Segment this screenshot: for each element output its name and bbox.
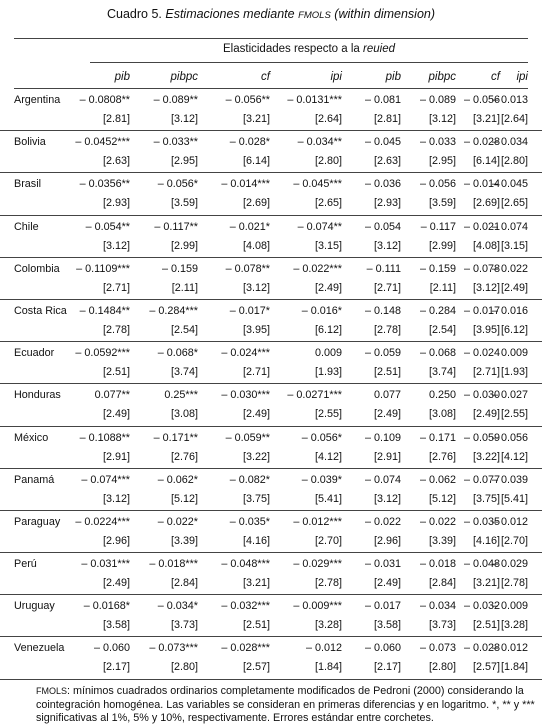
table-row (0, 216, 542, 258)
coefficient-cell: – 0.060 (93, 642, 130, 655)
coefficient-cell: – 0.034 (491, 136, 528, 149)
coefficient-cell: – 0.028*** (221, 642, 270, 655)
std-error-cell: [6.12] (500, 323, 528, 336)
std-error-cell: [2.49] (373, 408, 401, 421)
coefficient-cell: – 0.017 (364, 600, 401, 613)
coefficient-cell: – 0.056** (225, 94, 270, 106)
coefficient-cell: – 0.034 (419, 600, 456, 613)
coefficient-cell: – 0.077 (463, 473, 500, 486)
coefficient-cell: – 0.159 (419, 262, 456, 275)
coefficient-cell: – 0.033 (419, 136, 456, 149)
coefficient-cell: – 0.111 (366, 262, 401, 275)
std-error-cell: [3.28] (500, 619, 528, 632)
coefficient-cell: – 0.028* (229, 136, 270, 149)
coefficient-cell: – 0.0592*** (75, 347, 130, 360)
std-error-cell: [2.80] (314, 155, 342, 168)
std-error-cell: [2.80] (428, 661, 456, 674)
coefficient-cell: – 0.0168* (83, 600, 130, 613)
std-error-cell: [3.12] (373, 492, 401, 505)
std-error-cell: [3.74] (170, 366, 198, 379)
coefficient-cell: – 0.030 (463, 389, 500, 402)
std-error-cell: [2.71] (102, 281, 130, 294)
coefficient-cell: – 0.074 (491, 220, 528, 233)
table-row (0, 89, 542, 131)
std-error-cell: [2.93] (373, 197, 401, 210)
std-error-cell: [2.63] (373, 155, 401, 168)
table-row (0, 469, 542, 511)
std-error-cell: [2.95] (170, 155, 198, 168)
coefficient-cell: – 0.016 (491, 304, 528, 317)
top-rule (14, 38, 528, 39)
std-error-cell: [2.78] (500, 577, 528, 590)
std-error-cell: [2.49] (314, 281, 342, 294)
coefficient-cell: – 0.036 (364, 178, 401, 191)
country-name: Colombia (14, 262, 60, 275)
std-error-cell: [3.08] (428, 408, 456, 421)
std-error-cell: [2.70] (500, 534, 528, 547)
std-error-cell: [2.54] (170, 323, 198, 336)
coefficient-cell: – 0.073*** (149, 642, 198, 655)
coefficient-cell: – 0.022 (419, 515, 456, 528)
std-error-cell: [3.74] (428, 366, 456, 379)
coefficient-cell: – 0.012 (305, 642, 342, 655)
coefficient-cell: – 0.089 (419, 94, 456, 106)
coefficient-cell: – 0.034** (297, 136, 342, 149)
footnote-abbr: FMOLS (36, 686, 68, 696)
std-error-cell: [2.54] (428, 323, 456, 336)
coefficient-cell: – 0.022 (364, 515, 401, 528)
std-error-cell: [2.11] (171, 281, 198, 294)
country-name: Perú (14, 558, 37, 571)
std-error-cell: [2.49] (500, 281, 528, 294)
std-error-cell: [6.14] (472, 155, 500, 168)
column-header: cf (491, 71, 500, 83)
coefficient-cell: – 0.022 (491, 262, 528, 275)
coefficient-cell: – 0.0271*** (287, 389, 342, 402)
std-error-cell: [2.65] (314, 197, 342, 210)
std-error-cell: [3.39] (428, 534, 456, 547)
coefficient-cell: – 0.030*** (221, 389, 270, 402)
coefficient-cell: – 0.062 (419, 473, 456, 486)
footnote-text: : mínimos cuadrados ordinarios completamente modificados de Pedroni (2000) considerando la cointegración homogénea. Las variables se consideran en primeras diferencias y en logaritmo. *, ** y *** significativas al 1%, 5% y 10%, respectivamente. Errores estándar entre corchetes. (36, 685, 535, 724)
coefficient-cell: – 0.148 (364, 304, 401, 317)
std-error-cell: [3.12] (472, 281, 500, 294)
coefficient-cell: – 0.009*** (293, 600, 342, 613)
coefficient-cell: – 0.014*** (221, 178, 270, 191)
column-header: ipi (330, 71, 342, 83)
spanning-header-italic: reuied (363, 43, 395, 55)
std-error-cell: [2.17] (373, 661, 401, 674)
coefficient-cell: 0.25*** (164, 389, 198, 402)
coefficient-cell: – 0.056* (301, 431, 342, 444)
std-error-cell: [2.49] (102, 408, 130, 421)
std-error-cell: [2.57] (242, 661, 270, 674)
std-error-cell: [3.73] (170, 619, 198, 632)
coefficient-cell: – 0.012*** (293, 515, 342, 528)
std-error-cell: [2.11] (429, 281, 456, 294)
coefficient-cell: 0.009 (314, 347, 342, 360)
std-error-cell: [2.63] (102, 155, 130, 168)
std-error-cell: [3.15] (314, 239, 342, 252)
coefficient-cell: – 0.048*** (221, 558, 270, 571)
table-row (0, 595, 542, 637)
std-error-cell: [5.41] (500, 492, 528, 505)
coefficient-cell: – 0.117 (420, 220, 456, 233)
coefficient-cell: – 0.056 (419, 178, 456, 191)
table-row (0, 342, 542, 384)
table-row (0, 258, 542, 300)
country-name: Bolivia (14, 136, 46, 149)
coefficient-cell: – 0.074*** (81, 473, 130, 486)
std-error-cell: [2.71] (242, 366, 270, 379)
coefficient-cell: – 0.074** (297, 220, 342, 233)
table-row (0, 131, 542, 173)
std-error-cell: [2.81] (373, 113, 401, 125)
std-error-cell: [1.93] (314, 366, 342, 379)
coefficient-cell: – 0.073 (419, 642, 456, 655)
std-error-cell: [3.58] (373, 619, 401, 632)
std-error-cell: [2.99] (170, 239, 198, 252)
country-name: México (14, 431, 49, 444)
coefficient-cell: – 0.081 (364, 94, 401, 106)
table-row (0, 300, 542, 342)
coefficient-cell: – 0.035 (463, 515, 500, 528)
std-error-cell: [4.16] (472, 534, 500, 547)
coefficient-cell: – 0.028 (463, 642, 500, 655)
std-error-cell: [3.12] (170, 113, 198, 125)
std-error-cell: [2.51] (373, 366, 401, 379)
std-error-cell: [4.16] (242, 534, 270, 547)
std-error-cell: [2.64] (500, 113, 528, 125)
std-error-cell: [4.12] (500, 450, 528, 463)
column-header: pibpc (170, 71, 198, 83)
coefficient-cell: – 0.0131*** (287, 94, 342, 106)
coefficient-cell: – 0.1088** (79, 431, 130, 444)
std-error-cell: [3.12] (428, 113, 456, 125)
std-error-cell: [2.95] (428, 155, 456, 168)
title-italic: Estimaciones mediante (165, 7, 295, 21)
coefficient-cell: – 0.056 (463, 94, 500, 106)
std-error-cell: [3.28] (314, 619, 342, 632)
title-prefix: Cuadro 5. (106, 7, 162, 21)
std-error-cell: [5.12] (428, 492, 456, 505)
std-error-cell: [2.17] (102, 661, 130, 674)
std-error-cell: [3.21] (242, 577, 270, 590)
column-header: cf (261, 71, 270, 83)
std-error-cell: [2.49] (373, 577, 401, 590)
coefficient-cell: – 0.014 (463, 178, 500, 191)
coefficient-cell: – 0.048 (463, 558, 500, 571)
table-title (0, 7, 542, 21)
coefficient-cell: – 0.021* (229, 220, 270, 233)
column-header: pibpc (428, 71, 456, 83)
coefficient-cell: – 0.032 (463, 600, 500, 613)
coefficient-cell: – 0.034* (157, 600, 198, 613)
coefficient-cell: – 0.031 (364, 558, 401, 571)
country-name: Costa Rica (14, 304, 67, 317)
column-header: ipi (516, 71, 528, 83)
std-error-cell: [2.51] (242, 619, 270, 632)
std-error-cell: [2.78] (373, 323, 401, 336)
table-row (0, 173, 542, 215)
std-error-cell: [5.41] (314, 492, 342, 505)
std-error-cell: [2.96] (102, 534, 130, 547)
std-error-cell: [3.59] (428, 197, 456, 210)
coefficient-cell: – 0.013 (491, 94, 528, 106)
coefficient-cell: – 0.045*** (293, 178, 342, 191)
coefficient-cell: – 0.068 (419, 347, 456, 360)
std-error-cell: [2.64] (314, 113, 342, 125)
std-error-cell: [2.80] (170, 661, 198, 674)
coefficient-cell: – 0.016* (301, 304, 342, 317)
country-name: Uruguay (14, 600, 55, 613)
std-error-cell: [2.49] (242, 408, 270, 421)
coefficient-cell: – 0.171 (419, 431, 456, 444)
std-error-cell: [2.71] (373, 281, 401, 294)
std-error-cell: [3.58] (102, 619, 130, 632)
spanning-rule (90, 62, 528, 63)
coefficient-cell: – 0.1109*** (76, 262, 130, 275)
std-error-cell: [2.84] (170, 577, 198, 590)
coefficient-cell: – 0.032*** (221, 600, 270, 613)
std-error-cell: [3.21] (472, 577, 500, 590)
std-error-cell: [2.91] (373, 450, 401, 463)
coefficient-cell: – 0.060 (364, 642, 401, 655)
coefficient-cell: – 0.021 (463, 220, 500, 233)
std-error-cell: [2.57] (472, 661, 500, 674)
table-body (0, 89, 542, 680)
coefficient-cell: – 0.022*** (293, 262, 342, 275)
std-error-cell: [3.39] (170, 534, 198, 547)
coefficient-cell: – 0.059 (364, 347, 401, 360)
coefficient-cell: – 0.029*** (293, 558, 342, 571)
std-error-cell: [2.76] (170, 450, 198, 463)
std-error-cell: [3.12] (242, 281, 270, 294)
std-error-cell: [3.22] (242, 450, 270, 463)
std-error-cell: [3.73] (428, 619, 456, 632)
coefficient-cell: – 0.018 (419, 558, 456, 571)
coefficient-cell: 0.077 (373, 389, 401, 402)
coefficient-cell: – 0.012 (491, 515, 528, 528)
country-name: Brasil (14, 178, 41, 191)
std-error-cell: [2.69] (472, 197, 500, 210)
coefficient-cell: 0.009 (500, 347, 528, 360)
std-error-cell: [3.12] (373, 239, 401, 252)
table-row (0, 384, 542, 426)
coefficient-cell: – 0.059** (225, 431, 270, 444)
table-row (0, 511, 542, 553)
std-error-cell: [2.71] (472, 366, 500, 379)
coefficient-cell: – 0.039 (491, 473, 528, 486)
std-error-cell: [2.55] (314, 408, 342, 421)
spanning-header-label: Elasticidades respecto a la (223, 43, 360, 55)
country-name: Chile (14, 220, 39, 233)
coefficient-cell: – 0.024 (463, 347, 500, 360)
coefficient-cell: – 0.284 (419, 304, 456, 317)
title-smallcaps: FMOLS (298, 10, 331, 21)
coefficient-cell: – 0.027 (491, 389, 528, 402)
coefficient-cell: – 0.082* (229, 473, 270, 486)
coefficient-cell: – 0.0356** (79, 178, 130, 191)
coefficient-cell: – 0.033** (153, 136, 198, 149)
std-error-cell: [2.84] (428, 577, 456, 590)
coefficient-cell: – 0.059 (463, 431, 500, 444)
coefficient-cell: – 0.028 (463, 136, 500, 149)
coefficient-cell: – 0.074 (364, 473, 401, 486)
coefficient-cell: 0.250 (428, 389, 456, 402)
country-name: Honduras (14, 389, 61, 402)
coefficient-cell: – 0.089** (153, 94, 198, 106)
column-headers (0, 71, 542, 87)
coefficient-cell: – 0.1484** (79, 304, 130, 317)
coefficient-cell: – 0.022* (157, 515, 198, 528)
std-error-cell: [6.12] (314, 323, 342, 336)
std-error-cell: [3.75] (472, 492, 500, 505)
std-error-cell: [2.78] (314, 577, 342, 590)
std-error-cell: [1.84] (314, 661, 342, 674)
std-error-cell: [2.96] (373, 534, 401, 547)
std-error-cell: [4.12] (314, 450, 342, 463)
std-error-cell: [3.12] (102, 239, 130, 252)
std-error-cell: [3.75] (242, 492, 270, 505)
footnote (10, 685, 536, 726)
std-error-cell: [5.12] (170, 492, 198, 505)
std-error-cell: [2.78] (102, 323, 130, 336)
column-header: pib (385, 71, 401, 83)
coefficient-cell: – 0.0224*** (75, 515, 130, 528)
coefficient-cell: – 0.029 (491, 558, 528, 571)
std-error-cell: [2.76] (428, 450, 456, 463)
country-name: Argentina (14, 94, 61, 106)
std-error-cell: [3.22] (472, 450, 500, 463)
coefficient-cell: – 0.109 (364, 431, 401, 444)
coefficient-cell: – 0.078 (463, 262, 500, 275)
std-error-cell: [2.81] (102, 113, 130, 125)
std-error-cell: [3.08] (170, 408, 198, 421)
country-name: Venezuela (14, 642, 65, 655)
coefficient-cell: – 0.054** (85, 220, 130, 233)
coefficient-cell: – 0.056 (491, 431, 528, 444)
coefficient-cell: 0.077** (94, 389, 130, 402)
coefficient-cell: – 0.062* (157, 473, 198, 486)
title-suffix: (within dimension) (334, 7, 436, 21)
std-error-cell: [3.59] (170, 197, 198, 210)
std-error-cell: [2.99] (428, 239, 456, 252)
coefficient-cell: – 0.284*** (149, 304, 198, 317)
coefficient-cell: – 0.031*** (81, 558, 130, 571)
std-error-cell: [6.14] (242, 155, 270, 168)
column-header: pib (114, 71, 130, 83)
std-error-cell: [2.70] (314, 534, 342, 547)
table-row (0, 637, 542, 679)
std-error-cell: [4.08] (242, 239, 270, 252)
coefficient-cell: – 0.018*** (149, 558, 198, 571)
std-error-cell: [2.51] (102, 366, 130, 379)
std-error-cell: [1.84] (500, 661, 528, 674)
coefficient-cell: – 0.117** (154, 220, 198, 233)
coefficient-cell: – 0.045 (491, 178, 528, 191)
coefficient-cell: – 0.024*** (221, 347, 270, 360)
std-error-cell: [3.21] (472, 113, 500, 125)
coefficient-cell: – 0.078** (225, 262, 270, 275)
coefficient-cell: – 0.0808** (79, 94, 130, 106)
std-error-cell: [2.65] (500, 197, 528, 210)
coefficient-cell: – 0.054 (364, 220, 401, 233)
coefficient-cell: – 0.009 (491, 600, 528, 613)
table-row (0, 427, 542, 469)
std-error-cell: [3.21] (242, 113, 270, 125)
std-error-cell: [2.80] (500, 155, 528, 168)
std-error-cell: [1.93] (500, 366, 528, 379)
std-error-cell: [2.69] (242, 197, 270, 210)
coefficient-cell: – 0.171** (153, 431, 198, 444)
coefficient-cell: – 0.068* (157, 347, 198, 360)
coefficient-cell: – 0.045 (364, 136, 401, 149)
coefficient-cell: – 0.017* (229, 304, 270, 317)
std-error-cell: [3.15] (500, 239, 528, 252)
std-error-cell: [3.95] (472, 323, 500, 336)
std-error-cell: [3.12] (102, 492, 130, 505)
coefficient-cell: – 0.035* (229, 515, 270, 528)
std-error-cell: [3.95] (242, 323, 270, 336)
country-name: Paraguay (14, 515, 61, 528)
std-error-cell: [2.93] (102, 197, 130, 210)
country-name: Ecuador (14, 347, 55, 360)
std-error-cell: [2.49] (102, 577, 130, 590)
coefficient-cell: – 0.017 (463, 304, 500, 317)
coefficient-cell: – 0.159 (161, 262, 198, 275)
spanning-header (90, 43, 528, 55)
std-error-cell: [2.91] (102, 450, 130, 463)
coefficient-cell: – 0.0452*** (75, 136, 130, 149)
std-error-cell: [2.51] (472, 619, 500, 632)
table-row (0, 553, 542, 595)
coefficient-cell: – 0.056* (157, 178, 198, 191)
coefficient-cell: – 0.039* (301, 473, 342, 486)
coefficient-cell: – 0.012 (491, 642, 528, 655)
country-name: Panamá (14, 473, 55, 486)
std-error-cell: [2.49] (472, 408, 500, 421)
std-error-cell: [4.08] (472, 239, 500, 252)
std-error-cell: [2.55] (500, 408, 528, 421)
